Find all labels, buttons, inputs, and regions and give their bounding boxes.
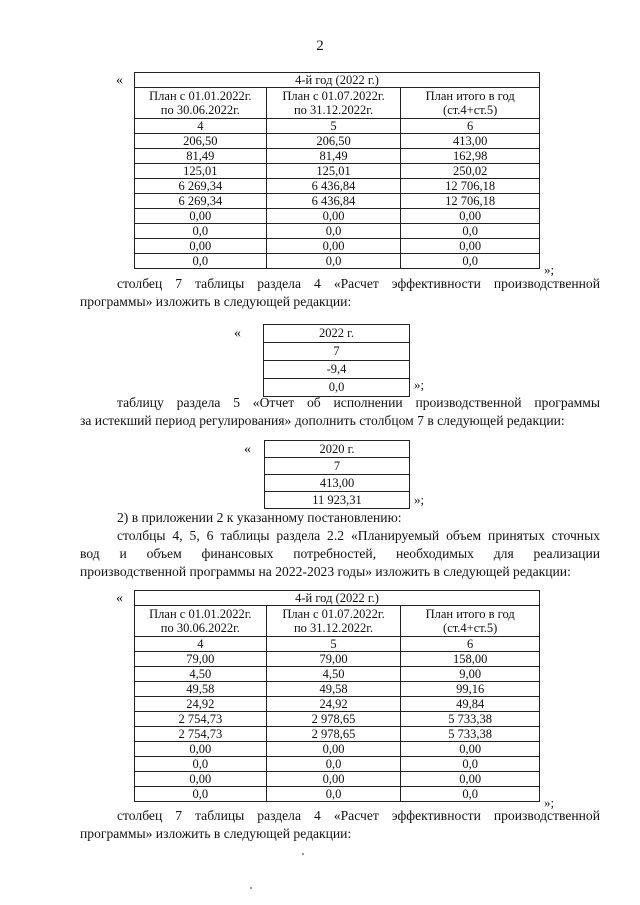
paragraph-line: программы» изложить в следующей редакции: bbox=[80, 826, 352, 841]
table-cell: 0,0 bbox=[135, 787, 267, 802]
paragraph-line: производственной программы на 2022-2023 годы» изложить в следующей редакции: bbox=[80, 564, 571, 579]
table-cell: 0,00 bbox=[266, 772, 401, 787]
table-row bbox=[135, 149, 540, 164]
table-title-row bbox=[135, 73, 540, 88]
table-row bbox=[135, 757, 540, 772]
table-row bbox=[135, 254, 540, 269]
close-quote: »; bbox=[414, 377, 425, 392]
table-cell: 4,50 bbox=[266, 667, 401, 682]
table-cell: 413,00 bbox=[401, 134, 540, 149]
table-column7-2020 bbox=[264, 440, 410, 509]
table-cell: 0,00 bbox=[401, 742, 540, 757]
table-row bbox=[135, 772, 540, 787]
table-row bbox=[135, 224, 540, 239]
table-title: 4-й год (2022 г.) bbox=[135, 591, 540, 606]
table-cell: 4,50 bbox=[135, 667, 267, 682]
table-cell: 0,00 bbox=[401, 239, 540, 254]
table-cell: 0,0 bbox=[266, 757, 401, 772]
open-quote: « bbox=[116, 73, 123, 88]
table-row bbox=[135, 712, 540, 727]
table-cell: -9,4 bbox=[264, 361, 410, 379]
table-cell: 0,0 bbox=[266, 787, 401, 802]
column-number: 5 bbox=[266, 119, 401, 134]
paragraph-appendix2 bbox=[80, 509, 600, 527]
table-cell: 0,0 bbox=[135, 757, 267, 772]
table-row bbox=[135, 742, 540, 757]
table-cell: 99,16 bbox=[401, 682, 540, 697]
table-cell: 2 754,73 bbox=[135, 712, 267, 727]
table-cell: 49,58 bbox=[266, 682, 401, 697]
table-cell: 2020 г. bbox=[265, 441, 410, 458]
table-row bbox=[135, 652, 540, 667]
table-cell: 9,00 bbox=[401, 667, 540, 682]
column-number: 4 bbox=[135, 119, 267, 134]
table-cell: 158,00 bbox=[401, 652, 540, 667]
paragraph-section2-2 bbox=[80, 527, 600, 581]
table-row bbox=[264, 325, 410, 343]
paragraph-line: столбцы 4, 5, 6 таблицы раздела 2.2 «Планируемый объем принятых сточных bbox=[117, 528, 600, 543]
table-cell: 0,00 bbox=[401, 772, 540, 787]
column-number-row bbox=[135, 119, 540, 134]
column-header: План итого в год (ст.4+ст.5) bbox=[401, 88, 540, 119]
table-cell: 49,84 bbox=[401, 697, 540, 712]
table-cell: 2 978,65 bbox=[266, 712, 401, 727]
table-row bbox=[135, 179, 540, 194]
table-row bbox=[135, 239, 540, 254]
column-number-row bbox=[135, 637, 540, 652]
table-cell: 5 733,38 bbox=[401, 727, 540, 742]
table-row bbox=[135, 697, 540, 712]
table-row bbox=[135, 682, 540, 697]
paragraph-section5-report bbox=[80, 394, 600, 430]
table-cell: 0,00 bbox=[135, 209, 267, 224]
table-cell: 79,00 bbox=[266, 652, 401, 667]
table-row bbox=[265, 475, 410, 492]
page-number: 2 bbox=[316, 38, 324, 54]
column-number: 6 bbox=[401, 637, 540, 652]
table-cell: 12 706,18 bbox=[401, 194, 540, 209]
column-header: План с 01.07.2022г. по 31.12.2022г. bbox=[266, 606, 401, 637]
table-cell: 6 436,84 bbox=[266, 179, 401, 194]
table-cell: 0,0 bbox=[401, 254, 540, 269]
paragraph-line: 2) в приложении 2 к указанному постановлению: bbox=[117, 510, 402, 525]
open-quote: « bbox=[234, 326, 241, 341]
table-row bbox=[135, 194, 540, 209]
column-number: 4 bbox=[135, 637, 267, 652]
table-cell: 7 bbox=[265, 458, 410, 475]
table-cell: 2 754,73 bbox=[135, 727, 267, 742]
table-cell: 0,00 bbox=[401, 209, 540, 224]
table-row bbox=[135, 787, 540, 802]
close-quote: »; bbox=[414, 492, 425, 507]
paragraph-column7-section4 bbox=[80, 275, 600, 311]
table-cell: 79,00 bbox=[135, 652, 267, 667]
table-cell: 125,01 bbox=[135, 164, 267, 179]
table-cell: 162,98 bbox=[401, 149, 540, 164]
paragraph-column7-section4-2 bbox=[80, 807, 600, 843]
table-2022-plan-2 bbox=[134, 590, 540, 802]
paragraph-line: вод и объем финансовых потребностей, необходимых для реализации bbox=[80, 546, 600, 561]
table-cell: 413,00 bbox=[265, 475, 410, 492]
table-column7-2022 bbox=[263, 324, 410, 397]
table-cell: 5 733,38 bbox=[401, 712, 540, 727]
table-cell: 6 436,84 bbox=[266, 194, 401, 209]
close-quote: »; bbox=[544, 262, 555, 277]
table-cell: 0,0 bbox=[135, 254, 267, 269]
column-header: План с 01.01.2022г. по 30.06.2022г. bbox=[135, 88, 267, 119]
table-cell: 12 706,18 bbox=[401, 179, 540, 194]
table-header-row bbox=[135, 606, 540, 637]
table-cell: 0,0 bbox=[264, 379, 410, 397]
table-row bbox=[264, 361, 410, 379]
table-cell: 250,02 bbox=[401, 164, 540, 179]
table-cell: 0,0 bbox=[266, 254, 401, 269]
close-quote: »; bbox=[544, 795, 555, 810]
table-cell: 0,0 bbox=[266, 224, 401, 239]
table-cell: 7 bbox=[264, 343, 410, 361]
table-cell: 11 923,31 bbox=[265, 492, 410, 509]
column-header: План с 01.01.2022г. по 30.06.2022г. bbox=[135, 606, 267, 637]
table-cell: 0,00 bbox=[135, 772, 267, 787]
table-row bbox=[135, 667, 540, 682]
table-cell: 125,01 bbox=[266, 164, 401, 179]
table-cell: 206,50 bbox=[135, 134, 267, 149]
scan-speck bbox=[302, 853, 304, 855]
table-row bbox=[135, 209, 540, 224]
table-cell: 6 269,34 bbox=[135, 179, 267, 194]
table-cell: 49,58 bbox=[135, 682, 267, 697]
column-header: План итого в год (ст.4+ст.5) bbox=[401, 606, 540, 637]
table-title: 4-й год (2022 г.) bbox=[135, 73, 540, 88]
table-cell: 81,49 bbox=[135, 149, 267, 164]
table-cell: 0,00 bbox=[135, 239, 267, 254]
table-cell: 0,0 bbox=[401, 787, 540, 802]
table-cell: 0,00 bbox=[135, 742, 267, 757]
paragraph-line: программы» изложить в следующей редакции: bbox=[80, 294, 352, 309]
table-cell: 206,50 bbox=[266, 134, 401, 149]
table-row bbox=[135, 727, 540, 742]
paragraph-line: столбец 7 таблицы раздела 4 «Расчет эффективности производственной bbox=[117, 808, 600, 823]
table-cell: 0,00 bbox=[266, 742, 401, 757]
table-row bbox=[265, 441, 410, 458]
table-header-row bbox=[135, 88, 540, 119]
scan-speck bbox=[250, 887, 252, 889]
table-cell: 81,49 bbox=[266, 149, 401, 164]
table-row bbox=[135, 164, 540, 179]
table-cell: 24,92 bbox=[266, 697, 401, 712]
column-header: План с 01.07.2022г. по 31.12.2022г. bbox=[266, 88, 401, 119]
table-row bbox=[135, 134, 540, 149]
table-title-row bbox=[135, 591, 540, 606]
paragraph-line: таблицу раздела 5 «Отчет об исполнении производственной программы bbox=[117, 395, 600, 410]
column-number: 6 bbox=[401, 119, 540, 134]
table-cell: 2022 г. bbox=[264, 325, 410, 343]
table-row bbox=[265, 492, 410, 509]
paragraph-line: за истекший период регулирования» дополнить столбцом 7 в следующей редакции: bbox=[80, 413, 565, 428]
table-cell: 0,00 bbox=[266, 209, 401, 224]
column-number: 5 bbox=[266, 637, 401, 652]
table-cell: 6 269,34 bbox=[135, 194, 267, 209]
table-2022-plan-1 bbox=[134, 72, 540, 269]
paragraph-line: столбец 7 таблицы раздела 4 «Расчет эффективности производственной bbox=[117, 276, 600, 291]
table-row bbox=[265, 458, 410, 475]
table-cell: 0,00 bbox=[266, 239, 401, 254]
table-cell: 2 978,65 bbox=[266, 727, 401, 742]
table-cell: 0,0 bbox=[401, 757, 540, 772]
table-cell: 0,0 bbox=[135, 224, 267, 239]
table-row bbox=[264, 343, 410, 361]
table-cell: 24,92 bbox=[135, 697, 267, 712]
open-quote: « bbox=[244, 442, 251, 457]
table-cell: 0,0 bbox=[401, 224, 540, 239]
open-quote: « bbox=[116, 591, 123, 606]
